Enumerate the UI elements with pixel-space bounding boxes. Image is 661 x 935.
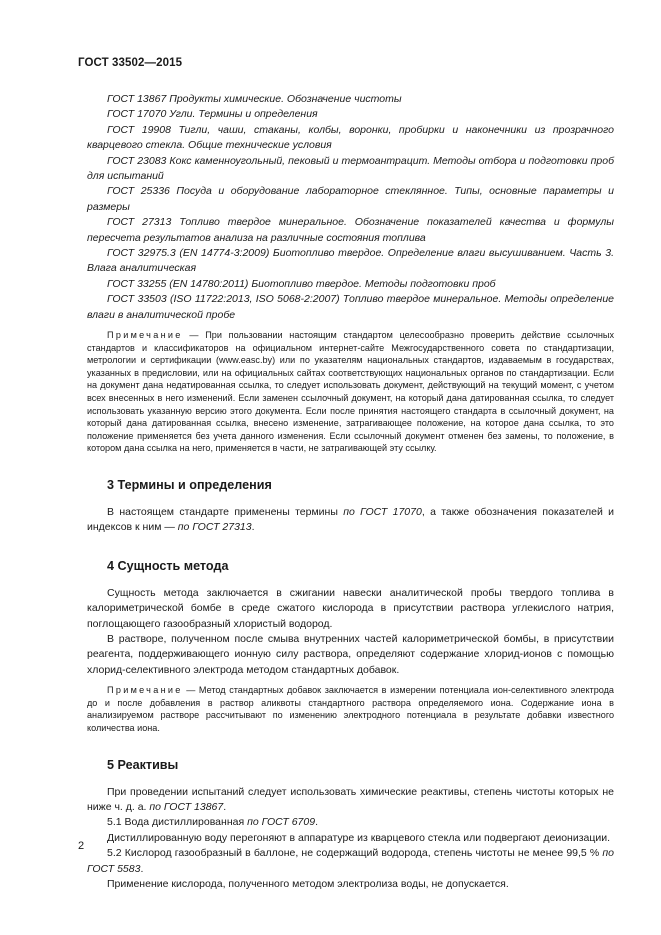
page-number: 2 [78,840,85,852]
reference-item: ГОСТ 25336 Посуда и оборудование лабораторное стеклянное. Типы, основные параметры и размеры [87,185,614,213]
reference-link-gost-6709: по ГОСТ 6709 [247,816,316,829]
reference-item: ГОСТ 33255 (EN 14780:2011) Биотопливо твердое. Методы подготовки проб [107,277,496,290]
document-body [87,92,614,893]
reference-item: ГОСТ 27313 Топливо твердое минеральное. Обозначение показателей качества и формулы пересчета результатов анализа на различные состояния топлива [87,216,614,244]
section-5-title: 5 Реактивы [107,757,179,772]
text-run: . [315,816,318,829]
references-note [87,329,614,455]
section-3-title: 3 Термины и определения [107,478,272,493]
reference-item: ГОСТ 23083 Кокс каменноугольный, пековый и термоантрацит. Методы отбора и подготовки проб для испытаний [87,154,614,183]
section-4-title: 4 Сущность метода [107,558,229,573]
note-text: — Метод стандартных добавок заключается в измерении потенциала ион-селективного электрода до и после добавления в раствор аликвоты стандартного раствора определяемого иона. Содержание иона в анализируемом растворе рассчитывают по изменению электродного потенциала в результате добавки известного количества иона. [87,685,614,734]
text-run: . [140,862,144,875]
reference-item: ГОСТ 17070 Угли. Термины и определения [107,108,318,121]
item-5-2 [87,846,614,877]
reference-item: ГОСТ 33503 (ISO 11722:2013, ISO 5068-2:2007) Топливо твердое минеральное. Методы определение влаги в аналитической пробе [87,293,614,321]
text-run: . [223,801,227,814]
reference-item: ГОСТ 19908 Тигли, чаши, стаканы, колбы, воронки, пробирки и наконечники из прозрачного кварцевого стекла. Общие технические условия [87,123,614,152]
reference-link-gost-27313: по ГОСТ 27313 [177,521,252,534]
reference-link-gost-5583: по ГОСТ 5583 [87,847,614,875]
note-label: Примечание [107,685,183,696]
text-run: При проведении испытаний следует использовать химические реактивы, степень чистоты которых не ниже ч. д. а. [87,785,614,814]
reference-item: ГОСТ 13867 Продукты химические. Обозначение чистоты [107,93,402,105]
reference-link-gost-17070: по ГОСТ 17070 [343,506,422,519]
note-label: Примечание [107,330,183,341]
document-header: ГОСТ 33502—2015 [78,57,183,69]
section-4-paragraph-2: В растворе, полученном после смыва внутренних частей калориметрической бомбы, в присутствии реагента, поддерживающего ионную силу раствора, определяют содержание хлорид-ионов с помощью хлорид-селективного электрода методом стандартных добавок. [87,633,614,676]
section-4-note [87,684,614,734]
item-5-2-text: Применение кислорода, полученного методом электролиза воды, не допускается. [107,878,509,891]
section-3-paragraph [87,505,614,536]
normative-references-list [87,92,614,323]
text-run: 5.1 Вода дистиллированная [107,816,248,829]
text-run: . [251,521,255,534]
item-5-1-text: Дистиллированную воду перегоняют в аппаратуре из кварцевого стекла или подвергают деионизации. [107,831,611,844]
item-5-1 [87,815,614,830]
section-4-paragraph-1: Сущность метода заключается в сжигании навески аналитической пробы твердого топлива в калориметрической бомбе в среде сжатого кислорода в присутствии раствора углекислого натрия, поглощающего газообразный хлористый водород. [87,586,614,630]
text-run: В настоящем стандарте применены термины [107,506,344,519]
text-run: 5.2 Кислород газообразный в баллоне, не содержащий водорода, степень чистоты не менее 99,5 % [107,847,603,860]
reference-link-gost-13867: по ГОСТ 13867 [149,801,224,814]
section-5-paragraph-1 [87,785,614,816]
text-run: , а также обозначения показателей и индексов к ним — [87,506,615,534]
note-text: — При пользовании настоящим стандартом целесообразно проверить действие ссылочных стандартов и классификаторов на официальном интернет-сайте Межгосударственного совета по стандартизации, метрологии и сертификации (www.easc.by) или по указателям национальных стандартов, издаваемым в государствах, указанных в предисловии, или на официальных сайтах соответствующих национальных органов по стандартизации. Если на документ дана недатированная ссылка, то следует использовать документ, действующий на текущий момент, с учетом всех внесенных в него изменений. Если заменен ссылочный документ, на который дана датированная ссылка, то следует использовать указанную версию этого документа. Если после принятия настоящего стандарта в ссылочный документ, на который дана датированная ссылка, внесено изменение, затрагивающее положение, на которое дана ссылка, то это положение применяется без учета данного изменения. Если ссылочный документ отменен без замены, то положение, в котором дана ссылка на него, применяется в части, не затрагивающей эту ссылку. [87,330,614,454]
reference-item: ГОСТ 32975.3 (EN 14774-3:2009) Биотопливо твердое. Определение влаги высушиванием. Часть 3. Влага аналитическая [87,247,614,275]
